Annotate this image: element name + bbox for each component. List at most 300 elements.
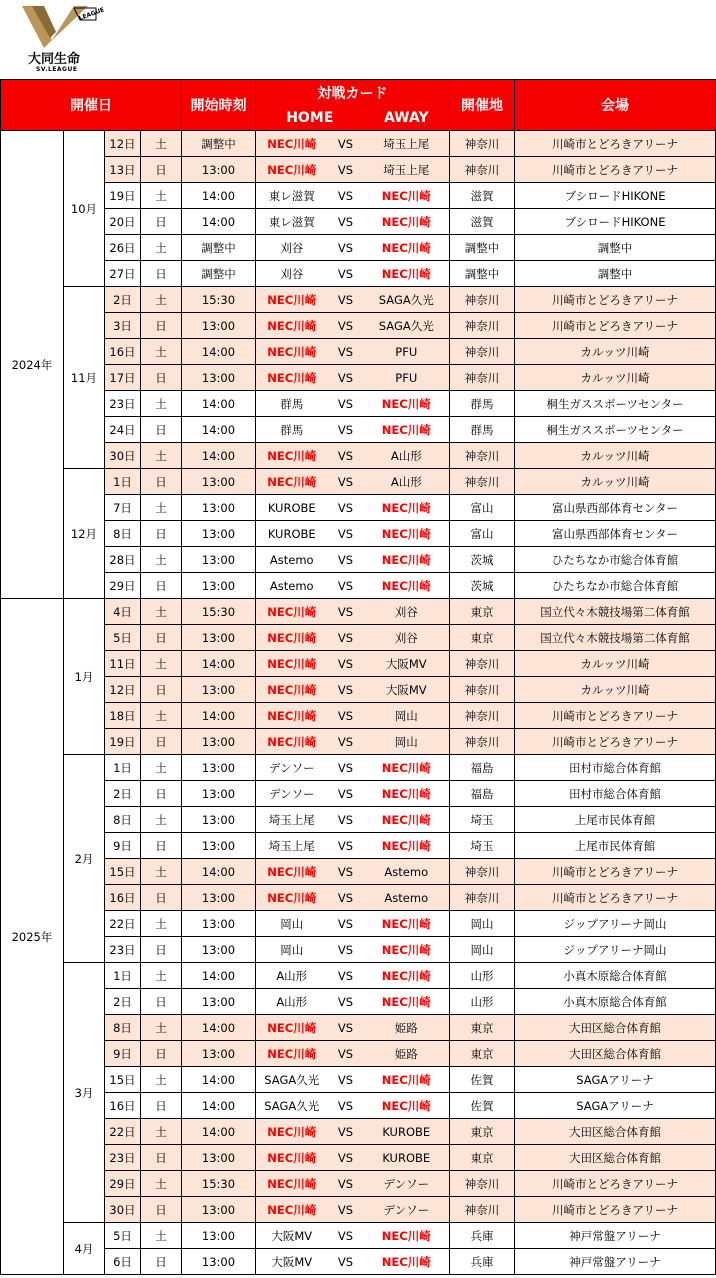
time-cell: 13:00: [182, 1223, 256, 1249]
away-team-cell: PFU: [364, 339, 450, 365]
time-cell: 13:00: [182, 989, 256, 1015]
prefecture-cell: 佐賀: [450, 1067, 515, 1093]
vs-cell: VS: [328, 599, 364, 625]
away-team-cell: NEC川崎: [364, 521, 450, 547]
prefecture-cell: 東京: [450, 1015, 515, 1041]
month-label: 10月: [64, 131, 105, 287]
vs-cell: VS: [328, 547, 364, 573]
venue-cell: 桐生ガススポーツセンター: [515, 391, 716, 417]
table-row: [1, 1015, 716, 1041]
day-cell: 22日: [105, 911, 141, 937]
time-cell: 14:00: [182, 651, 256, 677]
vs-cell: VS: [328, 859, 364, 885]
vs-cell: VS: [328, 157, 364, 183]
away-team-cell: SAGA久光: [364, 287, 450, 313]
time-cell: 調整中: [182, 261, 256, 287]
away-team-cell: NEC川崎: [364, 963, 450, 989]
vs-cell: VS: [328, 261, 364, 287]
prefecture-cell: 東京: [450, 1041, 515, 1067]
home-team-cell: NEC川崎: [256, 1015, 328, 1041]
home-team-cell: NEC川崎: [256, 651, 328, 677]
away-team-cell: KUROBE: [364, 1145, 450, 1171]
home-team-cell: NEC川崎: [256, 1197, 328, 1223]
day-cell: 29日: [105, 1171, 141, 1197]
weekday-cell: 土: [141, 391, 182, 417]
vs-cell: VS: [328, 989, 364, 1015]
table-row: [1, 157, 716, 183]
venue-cell: 川崎市とどろきアリーナ: [515, 157, 716, 183]
weekday-cell: 日: [141, 833, 182, 859]
table-row: [1, 365, 716, 391]
home-team-cell: NEC川崎: [256, 287, 328, 313]
table-row: [1, 599, 716, 625]
prefecture-cell: 神奈川: [450, 677, 515, 703]
venue-cell: SAGAアリーナ: [515, 1093, 716, 1119]
day-cell: 23日: [105, 391, 141, 417]
vs-cell: VS: [328, 807, 364, 833]
table-row: [1, 833, 716, 859]
header-venue: 会場: [515, 80, 716, 131]
weekday-cell: 土: [141, 651, 182, 677]
day-cell: 7日: [105, 495, 141, 521]
time-cell: 13:00: [182, 1041, 256, 1067]
schedule-table: [0, 79, 716, 1275]
weekday-cell: 日: [141, 261, 182, 287]
day-cell: 22日: [105, 1119, 141, 1145]
weekday-cell: 土: [141, 1067, 182, 1093]
header-date: 開催日: [1, 80, 182, 131]
home-team-cell: NEC川崎: [256, 703, 328, 729]
weekday-cell: 土: [141, 859, 182, 885]
away-team-cell: NEC川崎: [364, 807, 450, 833]
home-team-cell: 埼玉上尾: [256, 833, 328, 859]
time-cell: 14:00: [182, 391, 256, 417]
table-row: [1, 1249, 716, 1275]
day-cell: 8日: [105, 1015, 141, 1041]
away-team-cell: NEC川崎: [364, 417, 450, 443]
weekday-cell: 日: [141, 313, 182, 339]
venue-cell: 小真木原総合体育館: [515, 963, 716, 989]
weekday-cell: 土: [141, 495, 182, 521]
venue-cell: カルッツ川崎: [515, 677, 716, 703]
schedule-body: [1, 131, 716, 1275]
header-away: AWAY: [364, 106, 450, 131]
venue-cell: 国立代々木競技場第二体育館: [515, 599, 716, 625]
vs-cell: VS: [328, 1145, 364, 1171]
weekday-cell: 日: [141, 937, 182, 963]
prefecture-cell: 神奈川: [450, 1171, 515, 1197]
day-cell: 8日: [105, 521, 141, 547]
month-label: 4月: [64, 1223, 105, 1275]
away-team-cell: NEC川崎: [364, 495, 450, 521]
time-cell: 14:00: [182, 1015, 256, 1041]
day-cell: 9日: [105, 1041, 141, 1067]
home-team-cell: Astemo: [256, 547, 328, 573]
away-team-cell: Astemo: [364, 885, 450, 911]
venue-cell: 富山県西部体育センター: [515, 495, 716, 521]
time-cell: 13:00: [182, 365, 256, 391]
day-cell: 26日: [105, 235, 141, 261]
home-team-cell: NEC川崎: [256, 599, 328, 625]
day-cell: 2日: [105, 287, 141, 313]
prefecture-cell: 神奈川: [450, 469, 515, 495]
away-team-cell: NEC川崎: [364, 781, 450, 807]
time-cell: 13:00: [182, 833, 256, 859]
home-team-cell: NEC川崎: [256, 885, 328, 911]
prefecture-cell: 群馬: [450, 417, 515, 443]
day-cell: 13日: [105, 157, 141, 183]
v-logo-icon: [22, 4, 106, 50]
away-team-cell: 大阪MV: [364, 651, 450, 677]
table-row: [1, 885, 716, 911]
venue-cell: 田村市総合体育館: [515, 755, 716, 781]
home-team-cell: NEC川崎: [256, 1119, 328, 1145]
venue-cell: 神戸常盤アリーナ: [515, 1249, 716, 1275]
prefecture-cell: 滋賀: [450, 209, 515, 235]
day-cell: 2日: [105, 781, 141, 807]
venue-cell: 国立代々木競技場第二体育館: [515, 625, 716, 651]
prefecture-cell: 東京: [450, 625, 515, 651]
weekday-cell: 日: [141, 417, 182, 443]
day-cell: 3日: [105, 313, 141, 339]
day-cell: 18日: [105, 703, 141, 729]
vs-cell: VS: [328, 651, 364, 677]
vs-cell: VS: [328, 1067, 364, 1093]
vs-cell: VS: [328, 417, 364, 443]
table-row: [1, 677, 716, 703]
table-row: [1, 131, 716, 157]
venue-cell: 大田区総合体育館: [515, 1041, 716, 1067]
day-cell: 20日: [105, 209, 141, 235]
vs-cell: VS: [328, 339, 364, 365]
venue-cell: 大田区総合体育館: [515, 1145, 716, 1171]
away-team-cell: NEC川崎: [364, 989, 450, 1015]
day-cell: 5日: [105, 625, 141, 651]
table-row: [1, 1171, 716, 1197]
vs-cell: VS: [328, 495, 364, 521]
weekday-cell: 土: [141, 703, 182, 729]
away-team-cell: NEC川崎: [364, 209, 450, 235]
prefecture-cell: 神奈川: [450, 1197, 515, 1223]
table-row: [1, 781, 716, 807]
venue-cell: 富山県西部体育センター: [515, 521, 716, 547]
time-cell: 14:00: [182, 183, 256, 209]
time-cell: 14:00: [182, 443, 256, 469]
vs-cell: VS: [328, 1171, 364, 1197]
table-row: [1, 859, 716, 885]
vs-cell: VS: [328, 833, 364, 859]
home-team-cell: SAGA久光: [256, 1067, 328, 1093]
home-team-cell: 東レ滋賀: [256, 209, 328, 235]
home-team-cell: 群馬: [256, 391, 328, 417]
vs-cell: VS: [328, 755, 364, 781]
time-cell: 14:00: [182, 1067, 256, 1093]
day-cell: 9日: [105, 833, 141, 859]
home-team-cell: A山形: [256, 963, 328, 989]
day-cell: 5日: [105, 1223, 141, 1249]
prefecture-cell: 山形: [450, 989, 515, 1015]
table-row: [1, 1093, 716, 1119]
away-team-cell: NEC川崎: [364, 183, 450, 209]
header-time: 開始時刻: [182, 80, 256, 131]
vs-cell: VS: [328, 1249, 364, 1275]
venue-cell: 川崎市とどろきアリーナ: [515, 131, 716, 157]
away-team-cell: PFU: [364, 365, 450, 391]
table-row: [1, 287, 716, 313]
weekday-cell: 日: [141, 1145, 182, 1171]
time-cell: 13:00: [182, 781, 256, 807]
prefecture-cell: 東京: [450, 599, 515, 625]
logo-subtitle: SV.LEAGUE: [36, 66, 78, 73]
weekday-cell: 土: [141, 1223, 182, 1249]
table-row: [1, 1067, 716, 1093]
away-team-cell: A山形: [364, 443, 450, 469]
weekday-cell: 土: [141, 807, 182, 833]
home-team-cell: A山形: [256, 989, 328, 1015]
table-row: [1, 209, 716, 235]
home-team-cell: NEC川崎: [256, 729, 328, 755]
away-team-cell: 姫路: [364, 1015, 450, 1041]
away-team-cell: NEC川崎: [364, 833, 450, 859]
time-cell: 13:00: [182, 313, 256, 339]
day-cell: 27日: [105, 261, 141, 287]
weekday-cell: 土: [141, 1015, 182, 1041]
home-team-cell: NEC川崎: [256, 365, 328, 391]
prefecture-cell: 佐賀: [450, 1093, 515, 1119]
weekday-cell: 日: [141, 781, 182, 807]
vs-cell: VS: [328, 703, 364, 729]
time-cell: 13:00: [182, 677, 256, 703]
vs-cell: VS: [328, 443, 364, 469]
prefecture-cell: 山形: [450, 963, 515, 989]
time-cell: 13:00: [182, 469, 256, 495]
weekday-cell: 土: [141, 1171, 182, 1197]
venue-cell: カルッツ川崎: [515, 339, 716, 365]
vs-cell: VS: [328, 287, 364, 313]
weekday-cell: 日: [141, 573, 182, 599]
venue-cell: カルッツ川崎: [515, 365, 716, 391]
table-row: [1, 911, 716, 937]
header-match: 対戦カード: [256, 80, 450, 107]
venue-cell: カルッツ川崎: [515, 469, 716, 495]
prefecture-cell: 東京: [450, 1119, 515, 1145]
weekday-cell: 土: [141, 131, 182, 157]
logo-title: 大同生命: [28, 52, 81, 67]
vs-cell: VS: [328, 365, 364, 391]
vs-cell: VS: [328, 781, 364, 807]
time-cell: 13:00: [182, 885, 256, 911]
home-team-cell: NEC川崎: [256, 443, 328, 469]
venue-cell: 神戸常盤アリーナ: [515, 1223, 716, 1249]
day-cell: 16日: [105, 885, 141, 911]
prefecture-cell: 兵庫: [450, 1223, 515, 1249]
away-team-cell: 刈谷: [364, 599, 450, 625]
day-cell: 29日: [105, 573, 141, 599]
vs-cell: VS: [328, 1223, 364, 1249]
home-team-cell: NEC川崎: [256, 157, 328, 183]
home-team-cell: デンソー: [256, 755, 328, 781]
table-row: [1, 235, 716, 261]
vs-cell: VS: [328, 469, 364, 495]
day-cell: 17日: [105, 365, 141, 391]
header-home: HOME: [256, 106, 364, 131]
weekday-cell: 日: [141, 1093, 182, 1119]
table-row: [1, 573, 716, 599]
away-team-cell: NEC川崎: [364, 1223, 450, 1249]
venue-cell: 川崎市とどろきアリーナ: [515, 859, 716, 885]
month-label: 3月: [64, 963, 105, 1223]
time-cell: 13:00: [182, 911, 256, 937]
table-row: [1, 1119, 716, 1145]
home-team-cell: 大阪MV: [256, 1249, 328, 1275]
time-cell: 13:00: [182, 573, 256, 599]
vs-cell: VS: [328, 911, 364, 937]
prefecture-cell: 岡山: [450, 911, 515, 937]
vs-cell: VS: [328, 1093, 364, 1119]
venue-cell: 川崎市とどろきアリーナ: [515, 885, 716, 911]
time-cell: 15:30: [182, 287, 256, 313]
away-team-cell: NEC川崎: [364, 573, 450, 599]
venue-cell: ひたちなか市総合体育館: [515, 547, 716, 573]
vs-cell: VS: [328, 729, 364, 755]
day-cell: 30日: [105, 1197, 141, 1223]
day-cell: 24日: [105, 417, 141, 443]
prefecture-cell: 調整中: [450, 235, 515, 261]
venue-cell: 川崎市とどろきアリーナ: [515, 287, 716, 313]
vs-cell: VS: [328, 1197, 364, 1223]
away-team-cell: NEC川崎: [364, 755, 450, 781]
day-cell: 15日: [105, 859, 141, 885]
away-team-cell: NEC川崎: [364, 1067, 450, 1093]
weekday-cell: 日: [141, 885, 182, 911]
weekday-cell: 土: [141, 287, 182, 313]
home-team-cell: NEC川崎: [256, 1171, 328, 1197]
logo-league-text: LEAGUE: [78, 6, 106, 23]
day-cell: 16日: [105, 339, 141, 365]
day-cell: 23日: [105, 937, 141, 963]
year-label: 2024年: [1, 131, 64, 599]
table-row: [1, 963, 716, 989]
weekday-cell: 日: [141, 989, 182, 1015]
venue-cell: 調整中: [515, 261, 716, 287]
time-cell: 13:00: [182, 157, 256, 183]
time-cell: 14:00: [182, 963, 256, 989]
away-team-cell: NEC川崎: [364, 1249, 450, 1275]
weekday-cell: 日: [141, 677, 182, 703]
home-team-cell: NEC川崎: [256, 677, 328, 703]
away-team-cell: NEC川崎: [364, 235, 450, 261]
venue-cell: 川崎市とどろきアリーナ: [515, 729, 716, 755]
prefecture-cell: 神奈川: [450, 443, 515, 469]
home-team-cell: NEC川崎: [256, 339, 328, 365]
vs-cell: VS: [328, 963, 364, 989]
away-team-cell: 岡山: [364, 703, 450, 729]
away-team-cell: SAGA久光: [364, 313, 450, 339]
home-team-cell: 刈谷: [256, 261, 328, 287]
venue-cell: ブシロードHIKONE: [515, 209, 716, 235]
away-team-cell: NEC川崎: [364, 911, 450, 937]
weekday-cell: 日: [141, 1249, 182, 1275]
vs-cell: VS: [328, 937, 364, 963]
home-team-cell: NEC川崎: [256, 1041, 328, 1067]
time-cell: 13:00: [182, 807, 256, 833]
home-team-cell: 岡山: [256, 937, 328, 963]
weekday-cell: 日: [141, 729, 182, 755]
prefecture-cell: 神奈川: [450, 131, 515, 157]
venue-cell: 大田区総合体育館: [515, 1119, 716, 1145]
venue-cell: 調整中: [515, 235, 716, 261]
weekday-cell: 土: [141, 599, 182, 625]
table-row: [1, 729, 716, 755]
time-cell: 14:00: [182, 209, 256, 235]
time-cell: 13:00: [182, 729, 256, 755]
table-row: [1, 417, 716, 443]
day-cell: 6日: [105, 1249, 141, 1275]
vs-cell: VS: [328, 131, 364, 157]
away-team-cell: 大阪MV: [364, 677, 450, 703]
weekday-cell: 土: [141, 755, 182, 781]
vs-cell: VS: [328, 235, 364, 261]
weekday-cell: 日: [141, 469, 182, 495]
prefecture-cell: 神奈川: [450, 313, 515, 339]
prefecture-cell: 茨城: [450, 547, 515, 573]
time-cell: 15:30: [182, 1171, 256, 1197]
table-row: [1, 495, 716, 521]
table-row: [1, 443, 716, 469]
venue-cell: ジップアリーナ岡山: [515, 937, 716, 963]
time-cell: 13:00: [182, 1249, 256, 1275]
table-row: [1, 989, 716, 1015]
venue-cell: ひたちなか市総合体育館: [515, 573, 716, 599]
day-cell: 12日: [105, 677, 141, 703]
prefecture-cell: 埼玉: [450, 807, 515, 833]
vs-cell: VS: [328, 885, 364, 911]
venue-cell: SAGAアリーナ: [515, 1067, 716, 1093]
weekday-cell: 土: [141, 1119, 182, 1145]
venue-cell: 川崎市とどろきアリーナ: [515, 1197, 716, 1223]
table-row: [1, 261, 716, 287]
home-team-cell: KUROBE: [256, 495, 328, 521]
venue-cell: 川崎市とどろきアリーナ: [515, 1171, 716, 1197]
table-row: [1, 547, 716, 573]
table-row: [1, 1041, 716, 1067]
home-team-cell: デンソー: [256, 781, 328, 807]
prefecture-cell: 神奈川: [450, 859, 515, 885]
time-cell: 14:00: [182, 703, 256, 729]
away-team-cell: A山形: [364, 469, 450, 495]
away-team-cell: NEC川崎: [364, 547, 450, 573]
table-row: [1, 937, 716, 963]
day-cell: 19日: [105, 183, 141, 209]
time-cell: 14:00: [182, 859, 256, 885]
day-cell: 30日: [105, 443, 141, 469]
home-team-cell: KUROBE: [256, 521, 328, 547]
weekday-cell: 日: [141, 1041, 182, 1067]
time-cell: 13:00: [182, 521, 256, 547]
home-team-cell: NEC川崎: [256, 131, 328, 157]
venue-cell: 田村市総合体育館: [515, 781, 716, 807]
day-cell: 1日: [105, 963, 141, 989]
time-cell: 14:00: [182, 1093, 256, 1119]
vs-cell: VS: [328, 1015, 364, 1041]
away-team-cell: 埼玉上尾: [364, 131, 450, 157]
time-cell: 13:00: [182, 1197, 256, 1223]
day-cell: 28日: [105, 547, 141, 573]
weekday-cell: 日: [141, 209, 182, 235]
vs-cell: VS: [328, 183, 364, 209]
time-cell: 13:00: [182, 937, 256, 963]
day-cell: 16日: [105, 1093, 141, 1119]
